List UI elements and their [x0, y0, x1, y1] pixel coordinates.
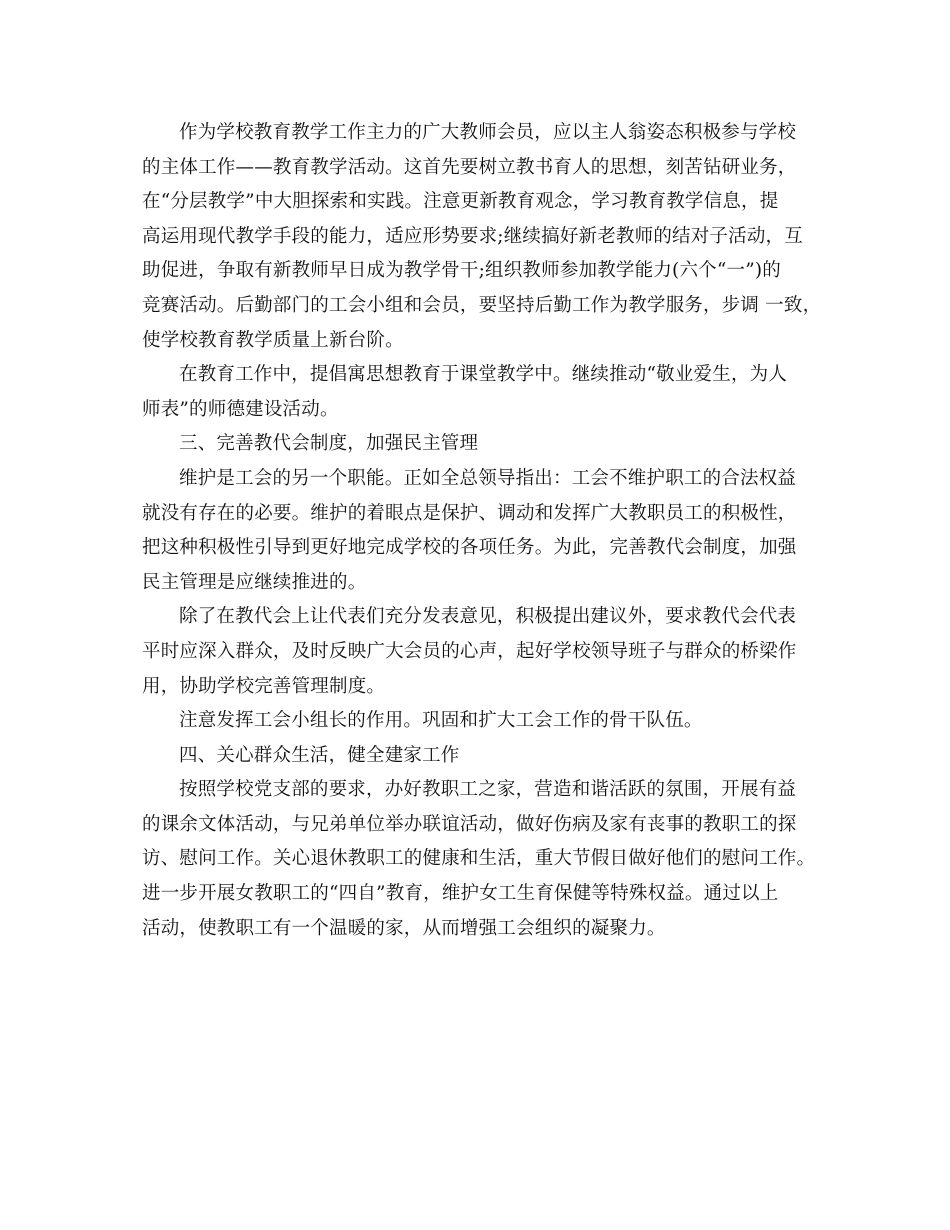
paragraph-teaching-work	[142, 116, 822, 358]
text-line: 除了在教代会上让代表们充分发表意见，积极提出建议外，要求教代会代表	[179, 606, 797, 628]
text-line: 高运用现代教学手段的能力，适应形势要求;继续搞好新老教师的结对子活动，互	[142, 225, 803, 247]
text-line: 民主管理是应继续推进的。	[142, 571, 367, 593]
text-line: 进一步开展女教职工的“四自”教育，维护女工生育保健等特殊权益。通过以上	[142, 883, 779, 905]
text-line: 在教育工作中，提倡寓思想教育于课堂教学中。继续推动“敬业爱生，为人	[179, 364, 788, 386]
text-line: 就没有存在的必要。维护的着眼点是保护、调动和发挥广大教职员工的积极性，	[142, 502, 797, 524]
paragraph-protection-function	[142, 462, 818, 600]
text-line: 的课余文体活动，与兄弟单位举办联谊活动，做好伤病及家有丧事的教职工的探	[142, 813, 797, 835]
heading-text: 三、完善教代会制度，加强民主管理	[179, 433, 479, 455]
paragraph-staff-home	[142, 773, 818, 946]
text-line: 使学校教育教学质量上新台阶。	[142, 329, 404, 351]
text-line: 活动，使教职工有一个温暖的家，从而增强工会组织的凝聚力。	[142, 917, 666, 939]
text-line: 在“分层教学”中大胆探索和实践。注意更新教育观念，学习教育教学信息，提	[142, 191, 779, 213]
document-body	[142, 116, 822, 946]
heading-text: 四、关心群众生活，健全建家工作	[179, 744, 460, 766]
text-line: 把这种积极性引导到更好地完成学校的各项任务。为此，完善教代会制度，加强	[142, 537, 797, 559]
text-line: 按照学校党支部的要求，办好教职工之家，营造和谐活跃的氛围，开展有益	[179, 779, 797, 801]
text-line: 维护是工会的另一个职能。正如全总领导指出：工会不维护职工的合法权益	[179, 467, 797, 489]
text-line: 作为学校教育教学工作主力的广大教师会员，应以主人翁姿态积极参与学校	[179, 122, 797, 143]
text-line: 访、慰问工作。关心退休教职工的健康和生活，重大节假日做好他们的慰问工作。	[142, 848, 816, 870]
text-line: 平时应深入群众，及时反映广大会员的心声，起好学校领导班子与群众的桥梁作	[142, 640, 797, 662]
paragraph-congress-representatives	[142, 600, 818, 704]
paragraph-group-leaders	[142, 704, 818, 739]
text-line: 竞赛活动。后勤部门的工会小组和会员，要坚持后勤工作为教学服务，步调 一致，	[142, 294, 822, 316]
section-heading-3	[142, 427, 818, 462]
section-heading-4	[142, 739, 818, 774]
text-line: 注意发挥工会小组长的作用。巩固和扩大工会工作的骨干队伍。	[179, 710, 703, 732]
text-line: 用，协助学校完善管理制度。	[142, 675, 386, 697]
text-line: 师表”的师德建设活动。	[142, 398, 339, 420]
paragraph-moral-education	[142, 358, 818, 427]
text-line: 的主体工作——教育教学活动。这首先要树立教书育人的思想，刻苦钻研业务，	[142, 156, 797, 178]
text-line: 助促进，争取有新教师早日成为教学骨干;组织教师参加教学能力(六个“一”)的	[142, 260, 781, 282]
